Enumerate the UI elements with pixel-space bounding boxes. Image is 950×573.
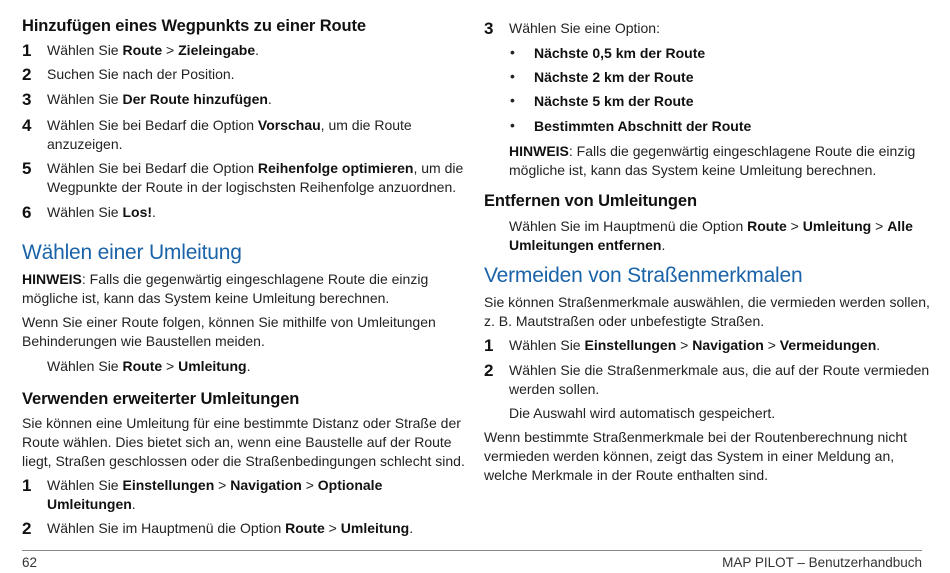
step-text: Suchen Sie nach der Position. xyxy=(47,66,235,82)
bullet: • xyxy=(510,44,515,60)
note-paragraph: HINWEIS: Falls die gegenwärtig eingeschlagene Route die einzig mögliche ist, kann das System keine Umleitung berechnen. xyxy=(509,143,916,178)
section-heading-add-waypoint: Hinzufügen eines Wegpunkts zu einer Route xyxy=(22,17,366,35)
step-number: 2 xyxy=(484,361,494,380)
step-number: 5 xyxy=(22,159,32,178)
detour-instruction: Wählen Sie Route > Umleitung. xyxy=(47,358,251,374)
bullet: • xyxy=(510,117,515,133)
saved-info: Die Auswahl wird automatisch gespeichert. xyxy=(509,405,776,421)
option-item: Nächste 0,5 km der Route xyxy=(534,45,706,61)
option-item: Bestimmten Abschnitt der Route xyxy=(534,118,752,134)
step-text: Wählen Sie bei Bedarf die Option Vorschau, um die Route anzuzeigen. xyxy=(47,117,412,152)
note-paragraph: HINWEIS: Falls die gegenwärtig eingeschlagene Route die einzig mögliche ist, kann das System keine Umleitung berechnen. xyxy=(22,271,429,306)
step-text: Wählen Sie Einstellungen > Navigation > Vermeidungen. xyxy=(509,337,881,353)
bullet: • xyxy=(510,92,515,108)
option-item: Nächste 5 km der Route xyxy=(534,93,694,109)
avoid-paragraph-2: Wenn bestimmte Straßenmerkmale bei der Routenberechnung nicht vermieden werden können, zeigt das System in einer Meldung an, welche Merkmale in der Route enthalten sind. xyxy=(484,429,908,483)
section-heading-advanced-detours: Verwenden erweiterter Umleitungen xyxy=(22,390,300,408)
step-number: 1 xyxy=(22,476,32,495)
step-text: Wählen Sie Route > Zieleingabe. xyxy=(47,42,260,58)
section-title-detour: Wählen einer Umleitung xyxy=(22,241,242,264)
step-text: Wählen Sie bei Bedarf die Option Reihenfolge optimieren, um die Wegpunkte der Route in der logischsten Reihenfolge anzuordnen. xyxy=(47,160,464,195)
step-text: Wählen Sie im Hauptmenü die Option Route > Umleitung. xyxy=(47,520,414,536)
remove-instruction: Wählen Sie im Hauptmenü die Option Route > Umleitung > Alle Umleitungen entfernen. xyxy=(509,218,913,253)
section-title-avoid-road-features: Vermeiden von Straßenmerkmalen xyxy=(484,264,803,287)
manual-title: MAP PILOT – Benutzerhandbuch xyxy=(722,555,922,570)
detour-paragraph: Wenn Sie einer Route folgen, können Sie mithilfe von Umleitungen Behinderungen wie Baustellen meiden. xyxy=(22,314,436,349)
step-text: Wählen Sie die Straßenmerkmale aus, die auf der Route vermieden werden sollen. xyxy=(509,362,930,397)
step-number: 3 xyxy=(484,19,494,38)
step-number: 6 xyxy=(22,203,32,222)
step-number: 1 xyxy=(484,336,494,355)
step-number: 2 xyxy=(22,65,32,84)
step-text: Wählen Sie Der Route hinzufügen. xyxy=(47,91,272,107)
step-text: Wählen Sie eine Option: xyxy=(509,20,660,36)
avoid-paragraph: Sie können Straßenmerkmale auswählen, die vermieden werden sollen, z. B. Mautstraßen oder unbefestigte Straßen. xyxy=(484,294,930,329)
step-text: Wählen Sie Einstellungen > Navigation > Optionale Umleitungen. xyxy=(47,477,383,512)
step-number: 1 xyxy=(22,41,32,60)
option-item: Nächste 2 km der Route xyxy=(534,69,694,85)
step-number: 2 xyxy=(22,519,32,538)
step-number: 3 xyxy=(22,90,32,109)
bullet: • xyxy=(510,68,515,84)
step-text: Wählen Sie Los!. xyxy=(47,204,156,220)
advanced-paragraph: Sie können eine Umleitung für eine bestimmte Distanz oder Straße der Route wählen. Dies bietet sich an, wenn eine Baustelle auf der Route liegt, Straßen geschlossen oder die Straßenbedingungen schlecht sind. xyxy=(22,415,465,469)
section-heading-remove-detours: Entfernen von Umleitungen xyxy=(484,192,697,210)
footer-rule xyxy=(22,550,922,551)
page-number: 62 xyxy=(22,555,38,570)
step-number: 4 xyxy=(22,116,32,135)
